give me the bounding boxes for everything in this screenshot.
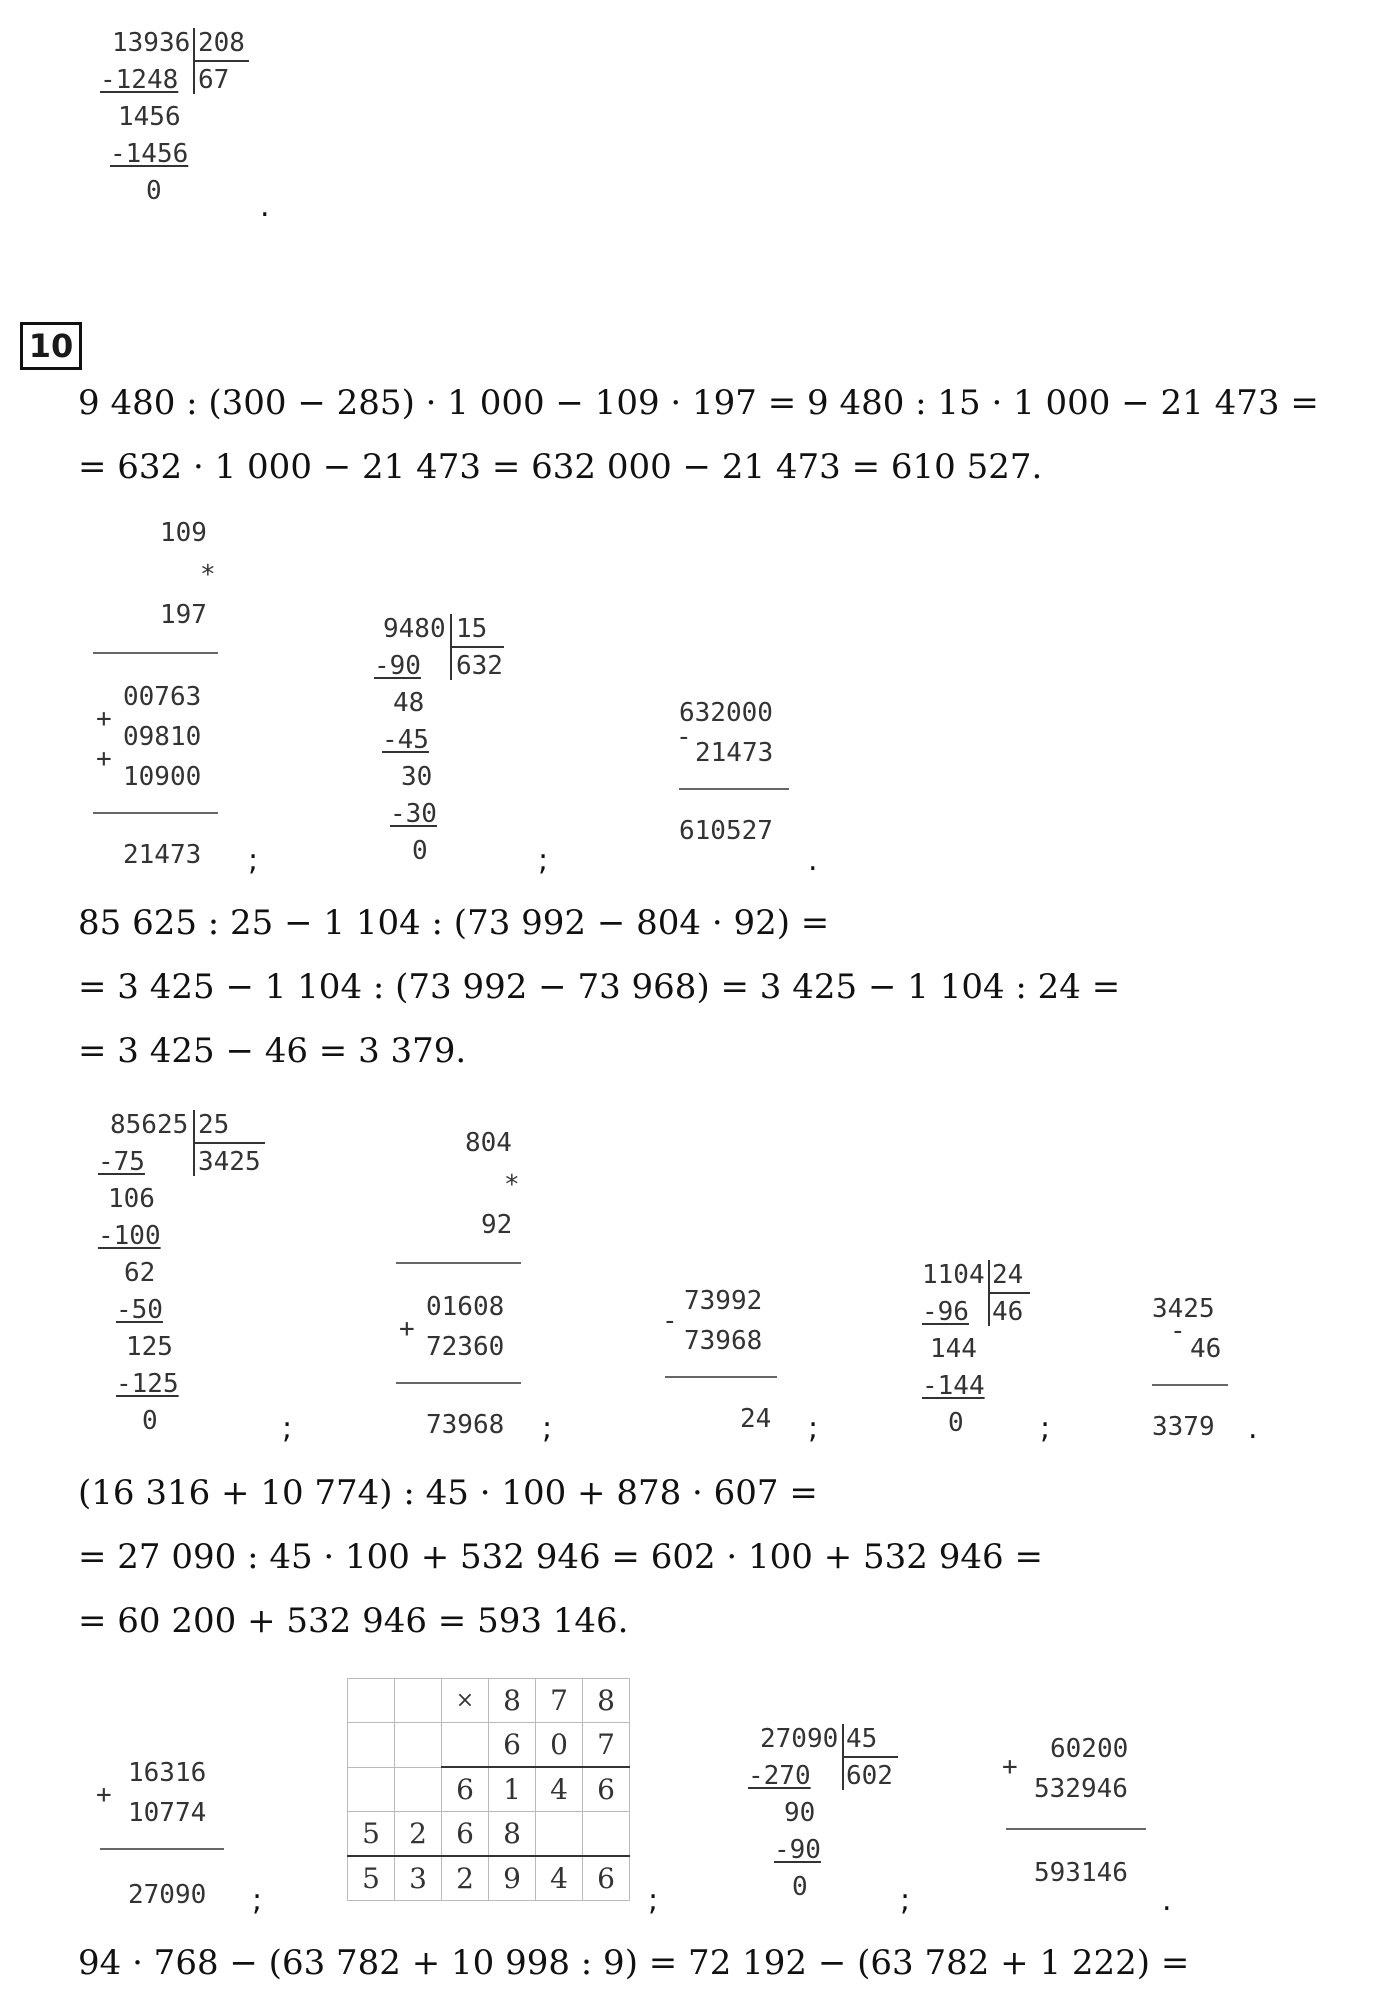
divisor-line [844,1756,898,1758]
grid-cell [395,1767,442,1812]
rule-line [679,788,789,790]
grid-cell: 3 [395,1856,442,1901]
difference: 24 [740,1404,772,1434]
grid-cell: 8 [583,1679,630,1723]
grid-cell [442,1723,489,1768]
final-remainder: 0 [948,1408,964,1438]
grid-row [348,1723,630,1768]
grid-cell [536,1812,583,1857]
equation-line: = 3 425 − 46 = 3 379. [78,1031,467,1071]
grid-cell: 1 [489,1767,536,1812]
grid-cell: × [442,1679,489,1723]
rule-line [665,1376,777,1378]
grid-cell: 5 [348,1856,395,1901]
grid-cell [583,1812,630,1857]
multiplier: 197 [160,600,207,630]
semicolon: ; [648,1883,659,1918]
semicolon: ; [252,1883,263,1918]
column-subtraction-73992 [662,1288,792,1438]
grid-cell: 7 [583,1723,630,1768]
grid-cell: 6 [583,1767,630,1812]
difference: 3379 [1152,1412,1215,1442]
partial-product: 72360 [426,1332,505,1362]
subtrahend: -96 [922,1297,969,1327]
column-addition-16316 [96,1760,236,1910]
grid-row [348,1856,630,1901]
grid-cell: 2 [442,1856,489,1901]
remainder: 1456 [118,102,181,132]
column-subtraction-3425 [1152,1296,1262,1446]
period: . [260,189,270,224]
grid-multiplication-878x607 [347,1678,630,1901]
grid-cell [395,1723,442,1768]
multiply-sign: * [504,1170,520,1200]
period: . [808,843,818,878]
equation-line: = 60 200 + 532 946 = 593 146. [78,1601,629,1641]
rule-line [100,1848,224,1850]
multiplicand: 109 [160,518,207,548]
grid-cell [348,1679,395,1723]
divisor: 45 [846,1724,878,1754]
quotient: 632 [456,651,503,681]
divisor-line [452,646,504,648]
equation-line: = 27 090 : 45 · 100 + 532 946 = 602 · 100 + 532 946 = [78,1537,1043,1577]
divisor-line [195,1142,265,1144]
dividend: 13936 [112,28,191,58]
rule-line [396,1382,521,1384]
sum: 27090 [128,1880,207,1910]
plus-sign: + [399,1314,415,1344]
final-remainder: 0 [142,1406,158,1436]
grid-cell: 7 [536,1679,583,1723]
product: 21473 [123,840,202,870]
rule-line [1006,1828,1146,1830]
grid-cell: 6 [489,1723,536,1768]
long-division-85625 [98,1112,278,1442]
equation-line: 85 625 : 25 − 1 104 : (73 992 − 804 · 92) = [78,903,830,943]
addend: 10774 [128,1798,207,1828]
remainder: 90 [784,1798,816,1828]
dividend: 85625 [110,1110,189,1140]
grid-row [348,1812,630,1857]
minus-sign: - [1170,1316,1186,1346]
subtrahend: -125 [116,1369,179,1399]
partial-product: 10900 [123,762,202,792]
final-remainder: 0 [792,1872,808,1902]
product: 73968 [426,1410,505,1440]
grid-cell: 6 [442,1767,489,1812]
long-division-9480 [370,616,530,866]
long-division-27090 [748,1724,911,1918]
semicolon: ; [542,1411,553,1446]
subtrahend: -90 [374,651,421,681]
subtrahend: 21473 [695,738,774,768]
period: . [1162,1883,1172,1918]
plus-sign: + [1002,1752,1018,1782]
grid-cell: 4 [536,1767,583,1812]
task-number: 10 [20,322,82,370]
grid-cell [348,1767,395,1812]
subtrahend: -1248 [100,65,179,95]
subtrahend: -1456 [110,139,189,169]
multiply-sign: * [200,560,216,590]
subtrahend: -50 [116,1295,163,1325]
rule-line [1152,1384,1228,1386]
divisor-line [195,60,249,62]
divisor: 24 [992,1260,1024,1290]
quotient: 602 [846,1761,893,1791]
subtrahend: -75 [98,1147,145,1177]
grid-cell: 9 [489,1856,536,1901]
long-division-13936 [100,30,260,210]
equation-line: 94 · 768 − (63 782 + 10 998 : 9) = 72 192 − (63 782 + 1 222) = [78,1943,1190,1983]
plus-sign: + [96,744,112,774]
grid-row [348,1767,630,1812]
dividend: 1104 [922,1260,985,1290]
partial-product: 09810 [123,722,202,752]
column-multiplication-804x92 [396,1130,536,1440]
semicolon: ; [248,843,259,878]
final-remainder: 0 [412,836,428,866]
multiplier: 92 [481,1210,513,1240]
equation-line: 9 480 : (300 − 285) · 1 000 − 109 · 197 = 9 480 : 15 · 1 000 − 21 473 = [78,383,1319,423]
addend: 16316 [128,1758,207,1788]
grid-cell: 5 [348,1812,395,1857]
sum: 593146 [1034,1858,1128,1888]
period: . [1248,1411,1258,1446]
rule-line [93,652,218,654]
quotient: 46 [992,1297,1024,1327]
minus-sign: - [676,722,692,752]
remainder: 106 [108,1184,155,1214]
minuend: 3425 [1152,1294,1215,1324]
minuend: 73992 [684,1286,763,1316]
subtrahend: -90 [774,1835,821,1865]
column-addition-60200 [1002,1736,1152,1886]
equation-line: = 3 425 − 1 104 : (73 992 − 73 968) = 3 425 − 1 104 : 24 = [78,967,1121,1007]
subtrahend: -100 [98,1221,161,1251]
divisor: 208 [198,28,245,58]
semicolon: ; [538,843,549,878]
addend: 532946 [1034,1774,1128,1804]
semicolon: ; [808,1411,819,1446]
grid-cell: 2 [395,1812,442,1857]
partial-product: 01608 [426,1292,505,1322]
divisor-line [990,1292,1030,1294]
quotient: 3425 [198,1147,261,1177]
subtrahend: -30 [390,799,437,829]
addend: 60200 [1050,1734,1129,1764]
minuend: 632000 [679,698,773,728]
divisor: 15 [456,614,488,644]
equation-line: (16 316 + 10 774) : 45 · 100 + 878 · 607 = [78,1473,818,1513]
subtrahend: -45 [382,725,429,755]
rule-line [93,812,218,814]
divisor: 25 [198,1110,230,1140]
minus-sign: - [662,1306,678,1336]
grid-cell: 8 [489,1679,536,1723]
subtrahend: -144 [922,1371,985,1401]
grid-cell: 4 [536,1856,583,1901]
grid-cell: 6 [583,1856,630,1901]
semicolon: ; [900,1883,911,1918]
dividend: 27090 [760,1724,839,1754]
multiplicand: 804 [465,1128,512,1158]
remainder: 48 [393,688,425,718]
plus-sign: + [96,704,112,734]
grid-cell [395,1679,442,1723]
grid-row [348,1679,630,1723]
difference: 610527 [679,816,773,846]
long-division-1104 [920,1262,1060,1452]
remainder: 144 [930,1334,977,1364]
grid-cell: 6 [442,1812,489,1857]
subtrahend: -270 [748,1761,811,1791]
remainder: 30 [401,762,433,792]
subtrahend: 73968 [684,1326,763,1356]
final-remainder: 0 [146,176,162,206]
grid-cell: 8 [489,1812,536,1857]
column-subtraction-632000 [676,700,816,860]
partial-product: 00763 [123,682,202,712]
rule-line [396,1262,521,1264]
remainder: 125 [126,1332,173,1362]
semicolon: ; [282,1411,293,1446]
grid-cell [348,1723,395,1768]
grid-cell: 0 [536,1723,583,1768]
plus-sign: + [96,1780,112,1810]
subtrahend: 46 [1190,1334,1222,1364]
column-multiplication-109x197 [90,520,230,870]
dividend: 9480 [383,614,446,644]
semicolon: ; [1040,1411,1051,1446]
equation-line: = 632 · 1 000 − 21 473 = 632 000 − 21 473 = 610 527. [78,447,1043,487]
remainder: 62 [124,1258,156,1288]
quotient: 67 [198,65,230,95]
